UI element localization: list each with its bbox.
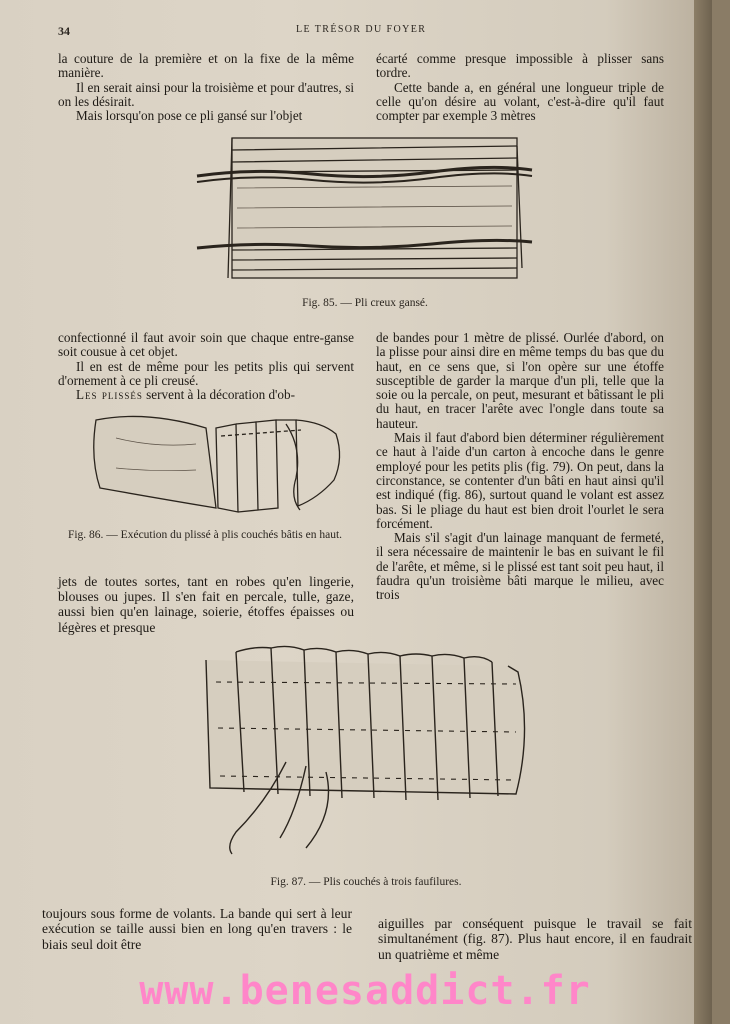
paragraph: Il en serait ainsi pour la troisième et pour d'autres, si on les désirait. [58,79,354,109]
figure-86-pleat-illustration [86,408,348,524]
paragraph: Il en est de même pour les petits plis qui servent d'ornement à ce pli creusé. [58,358,354,388]
figure-85-caption: Fig. 85. — Pli creux gansé. [302,297,428,309]
after-fig86-left-column: jets de toutes sortes, tant en robes qu'en lingerie, blouses ou jupes. Il s'en fait en percale, tulle, gaze, aussi bien qu'en lainage, soierie, étoffes épaisses ou légères et presque [58,574,354,635]
page-number: 34 [58,24,70,38]
paragraph: confectionné il faut avoir soin que chaque entre-ganse soit cousue à cet objet. [58,330,354,360]
mid-right-column [376,331,664,603]
paragraph: Mais lorsqu'on pose ce pli gansé sur l'objet [76,108,303,124]
running-title: LE TRÉSOR DU FOYER [296,24,427,35]
paragraph: écarté comme presque impossible à plisser sans tordre. [376,51,664,81]
paragraph: Mais il faut d'abord bien déterminer régulièrement ce haut à l'aide d'un carton à encoche dans le genre employé pour les petits plis (fig. 79). On peut, dans la circonstance, se contenter d'un bâti en haut ainsi qu'il est indiqué (fig. 86), surtout quand le volant est assez bas. Si le pliage du haut est bien droit l'ourlet le sera forcément. [376,430,664,531]
bottom-right-column: aiguilles par conséquent puisque le travail se fait simultanément (fig. 87). Plus haut encore, il en faudrait un quatrième et même [378,916,692,962]
paragraph [58,388,354,402]
smallcaps-lead: Les plissés [76,387,143,403]
paragraph: la couture de la première et on la fixe de la même manière. [58,51,354,81]
figure-87-pleat-illustration [196,642,536,864]
figure-85-pleat-illustration [192,128,538,288]
paragraph: Cette bande a, en général une longueur triple de celle qu'on désire au volant, c'est-à-dire qu'il faut compter par exemple 3 mètres [376,79,664,124]
paragraph: de bandes pour 1 mètre de plissé. Ourlée d'abord, on la plisse pour ainsi dire en même temps du bas que du haut, en ce sens que, si l'on opère sur une étoffe susceptible de garder la marque d'un pli, telle que la soie ou la percale, on peut, mesurant et bâtissant le pli du haut, en tracer l'arête avec l'ongle dans toute sa hauteur. [376,330,664,431]
watermark: www.benesaddict.fr [139,968,591,1014]
paragraph: Mais s'il s'agit d'un lainage manquant de fermeté, il sera nécessaire de maintenir le bas en suivant le fil de l'arête, et même, si le plissé est tant soit peu haut, il faudra qu'un troisième bâti marque le milieu, avec trois [376,530,664,603]
page-edge-shadow [694,0,712,1024]
bottom-left-column: toujours sous forme de volants. La bande qui sert à leur exécution se taille aussi bien en long qu'en travers : le biais seul doit être [42,906,352,952]
mid-left-column [58,331,354,402]
top-right-column [376,52,664,123]
lead-rest: servent à la décoration d'ob- [142,387,296,403]
figure-86-caption: Fig. 86. — Exécution du plissé à plis couchés bâtis en haut. [67,529,343,541]
figure-87-caption: Fig. 87. — Plis couchés à trois faufilures. [270,876,462,888]
top-left-column [58,52,354,123]
